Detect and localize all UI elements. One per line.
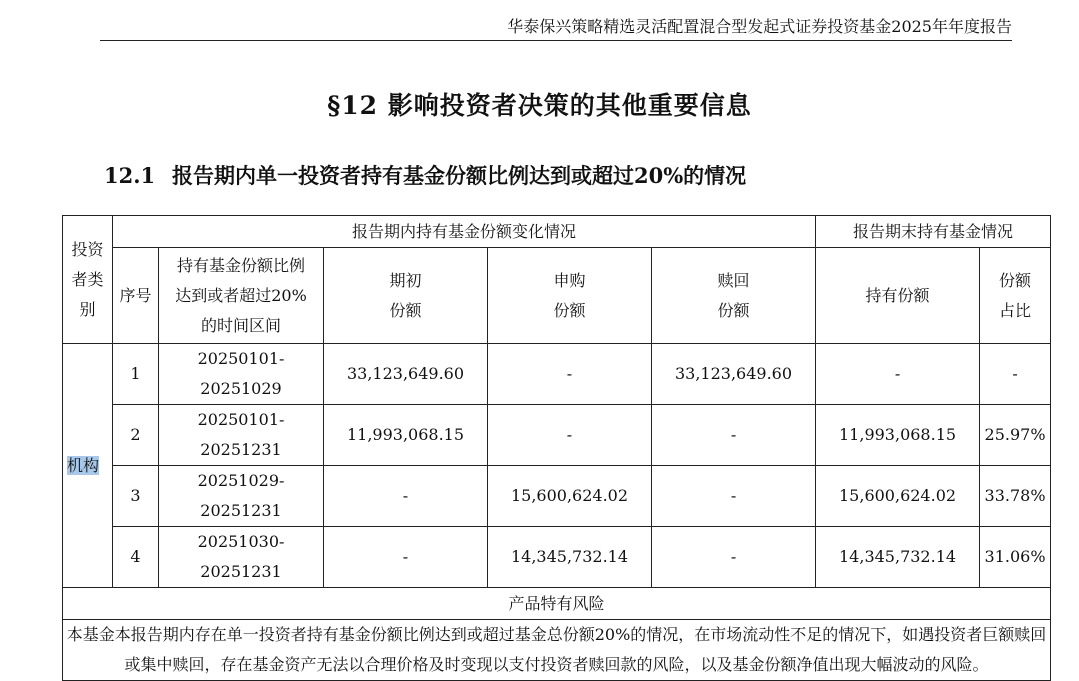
subsection-number: 12.1 — [104, 163, 156, 188]
header-group-end: 报告期末持有基金情况 — [816, 216, 1051, 248]
cell-purchase: - — [488, 405, 652, 466]
cell-period: 20251029-20251231 — [159, 466, 324, 527]
cell-initial: - — [324, 466, 488, 527]
cell-period: 20250101-20251231 — [159, 405, 324, 466]
subsection-title — [104, 160, 746, 190]
header-redeem: 赎回 份额 — [652, 248, 816, 344]
table-row — [63, 405, 1051, 466]
cell-ratio: 25.97% — [980, 405, 1051, 466]
investor-category: 机构 — [67, 455, 100, 475]
table-row — [63, 466, 1051, 527]
header-period: 持有基金份额比例 达到或者超过20% 的时间区间 — [159, 248, 324, 344]
table-row — [63, 344, 1051, 405]
cell-held: - — [816, 344, 980, 405]
cell-held: 11,993,068.15 — [816, 405, 980, 466]
risk-text-row — [63, 620, 1051, 681]
cell-purchase: 15,600,624.02 — [488, 466, 652, 527]
header-initial: 期初 份额 — [324, 248, 488, 344]
investor-category-cell — [63, 344, 113, 588]
cell-redeem: 33,123,649.60 — [652, 344, 816, 405]
cell-ratio: - — [980, 344, 1051, 405]
cell-held: 15,600,624.02 — [816, 466, 980, 527]
cell-purchase: 14,345,732.14 — [488, 527, 652, 588]
cell-seq: 4 — [113, 527, 159, 588]
table-header-row-1 — [63, 216, 1051, 248]
header-held: 持有份额 — [816, 248, 980, 344]
cell-seq: 2 — [113, 405, 159, 466]
subsection-heading: 报告期内单一投资者持有基金份额比例达到或超过20%的情况 — [172, 163, 747, 188]
cell-redeem: - — [652, 466, 816, 527]
holdings-table — [62, 215, 1051, 681]
cell-period: 20251030-20251231 — [159, 527, 324, 588]
header-group-change: 报告期内持有基金份额变化情况 — [113, 216, 816, 248]
running-header — [100, 14, 1012, 41]
risk-heading-row — [63, 588, 1051, 620]
cell-ratio: 33.78% — [980, 466, 1051, 527]
cell-seq: 3 — [113, 466, 159, 527]
cell-initial: 33,123,649.60 — [324, 344, 488, 405]
header-investor-type: 投资 者类 别 — [63, 216, 113, 344]
header-seq: 序号 — [113, 248, 159, 344]
cell-redeem: - — [652, 527, 816, 588]
cell-redeem: - — [652, 405, 816, 466]
running-header-text: 华泰保兴策略精选灵活配置混合型发起式证券投资基金2025年年度报告 — [507, 17, 1012, 36]
header-ratio: 份额 占比 — [980, 248, 1051, 344]
cell-purchase: - — [488, 344, 652, 405]
cell-ratio: 31.06% — [980, 527, 1051, 588]
table-row — [63, 527, 1051, 588]
section-title: §12 影响投资者决策的其他重要信息 — [327, 91, 752, 120]
risk-heading: 产品特有风险 — [63, 588, 1051, 620]
cell-period: 20250101-20251029 — [159, 344, 324, 405]
cell-held: 14,345,732.14 — [816, 527, 980, 588]
table-header-row-2 — [63, 248, 1051, 344]
cell-seq: 1 — [113, 344, 159, 405]
risk-text: 本基金本报告期内存在单一投资者持有基金份额比例达到或超过基金总份额20%的情况，在市场流动性不足的情况下，如遇投资者巨额赎回或集中赎回，存在基金资产无法以合理价格及时变现以支付投资者赎回款的风险，以及基金份额净值出现大幅波动的风险。 — [63, 620, 1051, 681]
header-purchase: 申购 份额 — [488, 248, 652, 344]
cell-initial: - — [324, 527, 488, 588]
cell-initial: 11,993,068.15 — [324, 405, 488, 466]
